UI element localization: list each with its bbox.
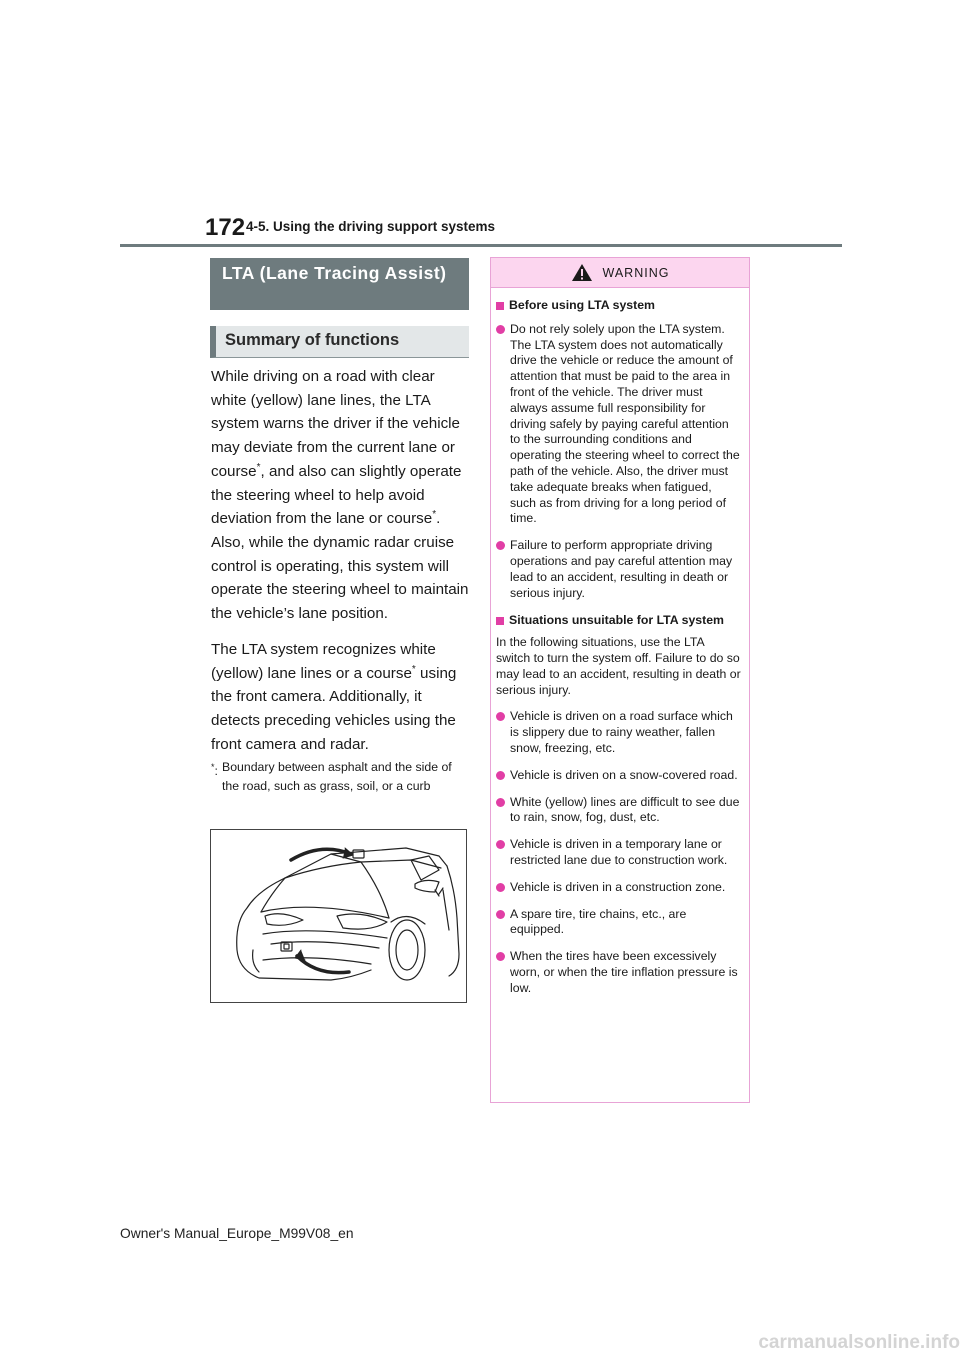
bullet-icon	[496, 798, 505, 807]
warning-item: Failure to perform appropriate driving operations and pay careful attention may lead to an accident, resulting in death or serious injury.	[496, 538, 741, 601]
page-number: 172	[205, 214, 246, 241]
footnote: *: Boundary between asphalt and the side of the road, such as grass, soil, or a curb	[211, 758, 467, 796]
warning-item: White (yellow) lines are difficult to see due to rain, snow, fog, dust, etc.	[496, 795, 741, 827]
header-divider	[120, 244, 842, 247]
bullet-icon	[496, 910, 505, 919]
asterisk-mark: *	[256, 461, 261, 473]
warning-heading: Before using LTA system	[496, 298, 741, 314]
bullet-icon	[496, 541, 505, 550]
warning-item: Vehicle is driven on a road surface which is slippery due to rainy weather, fallen snow, freezing, etc.	[496, 709, 741, 756]
bullet-icon	[496, 883, 505, 892]
recognition-paragraph: The LTA system recognizes white (yellow) lane lines or a course* using the front camera. Additionally, it detects preceding vehicles using the front camera and radar.	[211, 641, 457, 753]
warning-intro: In the following situations, use the LTA switch to turn the system off. Failure to do so may lead to an accident, resulting in death or serious injury.	[496, 635, 741, 697]
asterisk-mark: *	[411, 663, 416, 675]
square-bullet-icon	[496, 617, 504, 625]
intro-paragraph: While driving on a road with clear white (yellow) lane lines, the LTA system warns the driver if the vehicle may deviate from the current lane or course*, and also can slightly operate the steering wheel to help avoid deviation from the lane or course*. Also, while the dynamic radar cruise control is operating, this system will operate the steering wheel to maintain the vehicle’s lane position.	[211, 368, 469, 623]
bullet-icon	[496, 840, 505, 849]
bullet-icon	[496, 952, 505, 961]
manual-footer: Owner's Manual_Europe_M99V08_en	[120, 1226, 354, 1241]
section-header: 4-5. Using the driving support systems	[246, 219, 496, 234]
watermark: carmanualsonline.info	[758, 1332, 960, 1353]
square-bullet-icon	[496, 302, 504, 310]
warning-item: A spare tire, tire chains, etc., are equipped.	[496, 907, 741, 939]
summary-heading: Summary of functions	[210, 326, 469, 358]
vehicle-camera-illustration	[210, 829, 467, 1003]
footnote-text: Boundary between asphalt and the side of the road, such as grass, soil, or a curb	[222, 760, 452, 793]
warning-triangle-icon	[571, 263, 593, 282]
bullet-icon	[496, 771, 505, 780]
warning-heading: Situations unsuitable for LTA system	[496, 613, 741, 629]
warning-title: WARNING	[602, 265, 670, 280]
warning-item: Do not rely solely upon the LTA system. The LTA system does not automatically drive the vehicle or reduce the amount of attention that must be paid to the area in front of the vehicle. The driver must always assume full responsibility for driving safely by paying careful attention to the surrounding conditions and operating the steering wheel to correct the path of the vehicle. Also, the driver must take adequate breaks when fatigued, such as from driving for a long period of time.	[496, 322, 741, 527]
bullet-icon	[496, 325, 505, 334]
bullet-icon	[496, 712, 505, 721]
warning-header	[491, 258, 749, 288]
warning-box	[490, 257, 750, 1103]
warning-item: Vehicle is driven in a construction zone.	[496, 880, 741, 896]
lta-title: LTA (Lane Tracing Assist)	[210, 258, 469, 310]
warning-item: Vehicle is driven in a temporary lane or restricted lane due to construction work.	[496, 837, 741, 869]
warning-item: When the tires have been excessively worn, or when the tire inflation pressure is low.	[496, 949, 741, 996]
asterisk-mark: *	[432, 509, 437, 521]
warning-item: Vehicle is driven on a snow-covered road.	[496, 768, 741, 784]
